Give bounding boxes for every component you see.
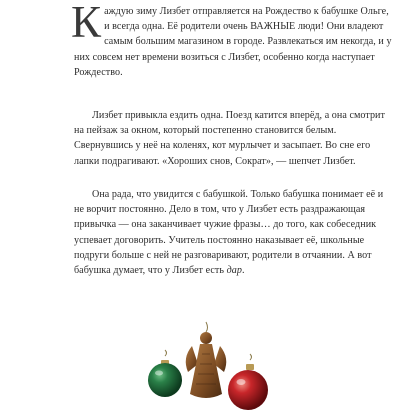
paragraph-3-text: Она рада, что увидится с бабушкой. Только бабушка понимает её и не ворчит постоянно. Дело в том, что у Лизбет есть раздражающая привычка — она заканчивает чужие фразы… до того, как собеседник успевает договорить. Учитель постоянно наказывает её, школьные подруги больше с ней не разговаривают, родители в отчаянии. А вот бабушка думает, что у Лизбет есть (74, 189, 384, 277)
paragraph-3 (74, 187, 394, 278)
paragraph-3-italic-word: дар (226, 265, 242, 277)
drop-cap: К (71, 0, 102, 47)
green-ornament-ball (148, 350, 182, 397)
angel-ornament (186, 322, 227, 398)
paragraph-1 (71, 0, 394, 80)
paragraph-2-text: Лизбет привыкла ездить одна. Поезд катится вперёд, а она смотрит на пейзаж за окном, который постепенно становится белым. Свернувшись у неё на коленях, кот мурлычет и засыпает. Во сне его лапки подрагивают. «Хороших снов, Сократ», — шепчет Лизбет. (74, 110, 385, 167)
red-ornament-ball (228, 354, 268, 410)
christmas-ornaments-illustration (140, 320, 280, 420)
paragraph-1-text: аждую зиму Лизбет отправляется на Рождество к бабушке Ольге, и всегда одна. Её родители очень ВАЖНЫЕ люди! Они владеют самым большим магазином в городе. Развлекаться им некогда, и у них совсем нет времени возиться с Лизбет, особенно когда наступает Рождество. (74, 6, 392, 78)
paragraph-3-end: . (241, 265, 245, 277)
paragraph-2 (74, 108, 394, 169)
